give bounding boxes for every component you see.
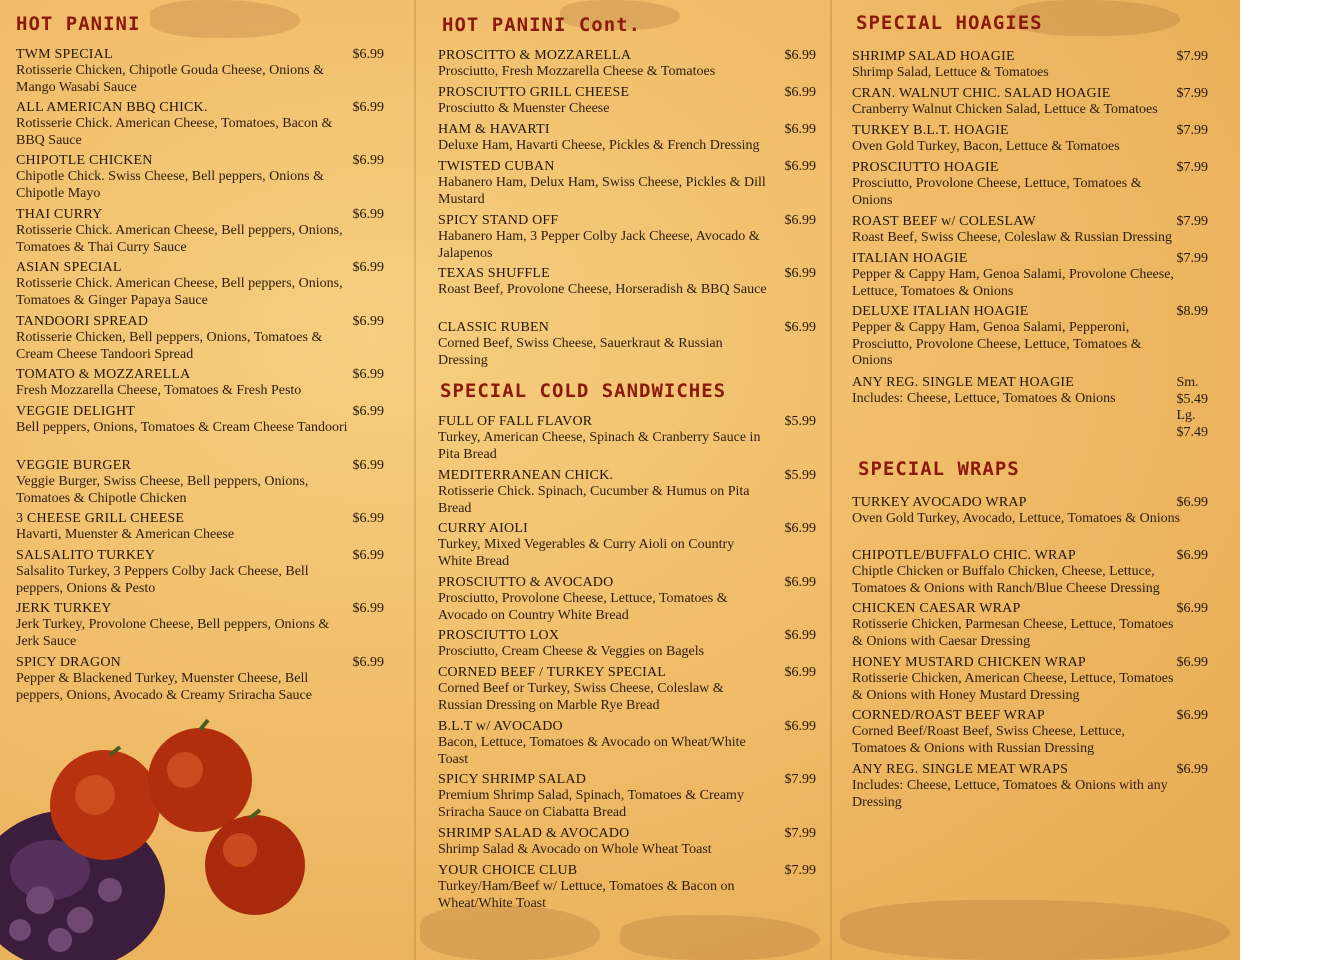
list-item — [438, 521, 816, 570]
item-desc: Veggie Burger, Swiss Cheese, Bell peppers, Onions, Tomatoes & Chipotle Chicken — [16, 474, 309, 506]
item-desc: Cranberry Walnut Chicken Salad, Lettuce & Tomatoes — [852, 102, 1158, 117]
item-price: $6.99 — [784, 85, 816, 100]
list-item — [852, 49, 1218, 82]
item-name: CRAN. WALNUT CHIC. SALAD HOAGIE — [852, 86, 1111, 101]
item-name: CURRY AIOLI — [438, 521, 528, 536]
list-item — [438, 159, 816, 208]
item-price: $6.99 — [352, 458, 384, 473]
item-price: $5.99 — [784, 414, 816, 429]
item-desc: Habanero Ham, 3 Pepper Colby Jack Cheese, Avocado & Jalapenos — [438, 229, 760, 261]
list-item — [16, 207, 384, 256]
item-name: TURKEY B.L.T. HOAGIE — [852, 123, 1009, 138]
item-desc: Corned Beef or Turkey, Swiss Cheese, Coleslaw & Russian Dressing on Marble Rye Bread — [438, 681, 724, 713]
list-item — [852, 214, 1218, 247]
item-name: ITALIAN HOAGIE — [852, 251, 968, 266]
item-price: $7.99 — [1176, 86, 1208, 101]
list-item — [16, 511, 384, 544]
item-name: HAM & HAVARTI — [438, 122, 550, 137]
item-price: $6.99 — [352, 548, 384, 563]
item-name: TANDOORI SPREAD — [16, 314, 149, 329]
item-price: $7.99 — [1176, 123, 1208, 138]
item-price: $6.99 — [352, 511, 384, 526]
item-desc: Shrimp Salad & Avocado on Whole Wheat Toast — [438, 842, 712, 857]
item-name: THAI CURRY — [16, 207, 103, 222]
item-price: $6.99 — [784, 266, 816, 281]
item-price: $5.49 — [1176, 391, 1208, 407]
item-price: $6.99 — [352, 655, 384, 670]
item-desc: Turkey, Mixed Vegerables & Curry Aioli on Country White Bread — [438, 537, 735, 569]
item-desc: Rotisserie Chicken, Parmesan Cheese, Lettuce, Tomatoes & Onions with Caesar Dressing — [852, 617, 1174, 649]
panel-hoagies-wraps — [830, 0, 1240, 960]
list-item — [438, 414, 816, 463]
item-name: TOMATO & MOZZARELLA — [16, 367, 191, 382]
item-price: $6.99 — [784, 213, 816, 228]
item-name: CHIPOTLE/BUFFALO CHIC. WRAP — [852, 548, 1076, 563]
item-name: CHIPOTLE CHICKEN — [16, 153, 153, 168]
item-price: $6.99 — [1176, 708, 1208, 723]
item-price: $6.99 — [1176, 548, 1208, 563]
item-price: $7.49 — [1176, 424, 1208, 440]
item-name: CORNED/ROAST BEEF WRAP — [852, 708, 1045, 723]
list-item — [852, 304, 1218, 370]
item-desc: Prosciutto, Fresh Mozzarella Cheese & Tomatoes — [438, 64, 716, 79]
item-price: $6.99 — [352, 153, 384, 168]
item-price: $7.99 — [1176, 160, 1208, 175]
item-price: $7.99 — [784, 863, 816, 878]
size-label: Lg. — [1176, 408, 1196, 423]
section-heading: HOT PANINI — [16, 13, 141, 35]
item-desc: Bell peppers, Onions, Tomatoes & Cream Cheese Tandoori — [16, 420, 348, 435]
item-desc: Rotisserie Chicken, Bell peppers, Onions, Tomatoes & Cream Cheese Tandoori Spread — [16, 330, 323, 362]
list-item — [16, 404, 384, 437]
list-item — [438, 468, 816, 517]
item-name: TURKEY AVOCADO WRAP — [852, 495, 1027, 510]
panel-panini-cont-cold — [414, 0, 832, 960]
item-desc: Shrimp Salad, Lettuce & Tomatoes — [852, 65, 1049, 80]
item-name: JERK TURKEY — [16, 601, 112, 616]
item-price: $6.99 — [784, 521, 816, 536]
list-item — [852, 708, 1218, 757]
item-name: YOUR CHOICE CLUB — [438, 863, 578, 878]
item-name: ROAST BEEF w/ COLESLAW — [852, 214, 1036, 229]
item-desc: Havarti, Muenster & American Cheese — [16, 527, 235, 542]
list-item — [438, 575, 816, 624]
list-item — [16, 314, 384, 363]
list-item — [852, 601, 1218, 650]
list-item — [16, 458, 384, 507]
list-item — [852, 762, 1218, 811]
item-price: $7.99 — [1176, 49, 1208, 64]
item-price: $6.99 — [784, 48, 816, 63]
item-price: $6.99 — [784, 159, 816, 174]
list-item — [16, 655, 384, 704]
item-name: CORNED BEEF / TURKEY SPECIAL — [438, 665, 667, 680]
item-name: ANY REG. SINGLE MEAT HOAGIE — [852, 375, 1074, 390]
panel-hot-panini — [0, 0, 414, 960]
item-price: $7.99 — [784, 772, 816, 787]
item-name: ANY REG. SINGLE MEAT WRAPS — [852, 762, 1069, 777]
item-price: $6.99 — [1176, 495, 1208, 510]
item-desc: Includes: Cheese, Lettuce, Tomatoes & Onions with any Dressing — [852, 778, 1168, 810]
list-item — [438, 628, 816, 661]
item-price: $6.99 — [352, 100, 384, 115]
item-price: $6.99 — [352, 314, 384, 329]
item-desc: Rotisserie Chick. Spinach, Cucumber & Humus on Pita Bread — [438, 484, 750, 516]
item-desc: Prosciutto, Cream Cheese & Veggies on Bagels — [438, 644, 705, 659]
list-item — [438, 320, 816, 369]
item-name: SPICY SHRIMP SALAD — [438, 772, 587, 787]
item-price: $6.99 — [784, 575, 816, 590]
item-desc: Pepper & Cappy Ham, Genoa Salami, Provolone Cheese, Lettuce, Tomatoes & Onions — [852, 267, 1174, 299]
list-item — [852, 86, 1218, 119]
list-item — [852, 548, 1218, 597]
item-price: $7.99 — [1176, 251, 1208, 266]
list-item — [852, 123, 1218, 156]
item-name: FULL OF FALL FLAVOR — [438, 414, 593, 429]
list-item — [852, 160, 1218, 209]
item-price: $7.99 — [784, 826, 816, 841]
item-name: SHRIMP SALAD HOAGIE — [852, 49, 1015, 64]
item-name: PROSCIUTTO & AVOCADO — [438, 575, 614, 590]
item-price: $5.99 — [784, 468, 816, 483]
item-name: DELUXE ITALIAN HOAGIE — [852, 304, 1029, 319]
list-item — [16, 548, 384, 597]
list-item — [438, 48, 816, 81]
item-desc: Roast Beef, Provolone Cheese, Horseradish & BBQ Sauce — [438, 282, 767, 297]
item-desc: Includes: Cheese, Lettuce, Tomatoes & Onions — [852, 391, 1116, 406]
produce-illustration — [0, 700, 330, 960]
list-item — [438, 122, 816, 155]
item-name: PROSCIUTTO LOX — [438, 628, 560, 643]
list-item — [852, 375, 1218, 440]
section-heading: HOT PANINI Cont. — [442, 14, 642, 36]
item-price: $6.99 — [352, 260, 384, 275]
item-desc: Prosciutto, Provolone Cheese, Lettuce, Tomatoes & Onions — [852, 176, 1142, 208]
size-label: Sm. — [1176, 375, 1199, 390]
item-desc: Rotisserie Chick. American Cheese, Bell peppers, Onions, Tomatoes & Ginger Papaya Sauce — [16, 276, 343, 308]
list-item — [852, 495, 1218, 528]
item-name: PROSCITTO & MOZZARELLA — [438, 48, 632, 63]
item-price: $6.99 — [352, 207, 384, 222]
section-heading: SPECIAL COLD SANDWICHES — [440, 380, 727, 402]
item-desc: Pepper & Cappy Ham, Genoa Salami, Pepperoni, Prosciutto, Provolone Cheese, Lettuce, Tomatoes & Onions — [852, 320, 1142, 368]
item-price: $6.99 — [352, 601, 384, 616]
item-desc: Chiptle Chicken or Buffalo Chicken, Cheese, Lettuce, Tomatoes & Onions with Ranch/Blue Cheese Dressing — [852, 564, 1160, 596]
item-name: VEGGIE BURGER — [16, 458, 131, 473]
list-item — [16, 153, 384, 202]
item-desc: Chipotle Chick. Swiss Cheese, Bell peppers, Onions & Chipotle Mayo — [16, 169, 324, 201]
item-name: TEXAS SHUFFLE — [438, 266, 550, 281]
item-desc: Fresh Mozzarella Cheese, Tomatoes & Fresh Pesto — [16, 383, 302, 398]
list-item — [438, 85, 816, 118]
list-item — [16, 601, 384, 650]
item-desc: Premium Shrimp Salad, Spinach, Tomatoes & Creamy Sriracha Sauce on Ciabatta Bread — [438, 788, 744, 820]
item-desc: Habanero Ham, Delux Ham, Swiss Cheese, Pickles & Dill Mustard — [438, 175, 766, 207]
size-prices — [1177, 375, 1209, 441]
list-item — [438, 213, 816, 262]
list-item — [852, 655, 1218, 704]
item-desc: Jerk Turkey, Provolone Cheese, Bell peppers, Onions & Jerk Sauce — [16, 617, 330, 649]
list-item — [438, 266, 816, 299]
item-name: TWM SPECIAL — [16, 47, 113, 62]
item-price: $6.99 — [784, 628, 816, 643]
item-desc: Deluxe Ham, Havarti Cheese, Pickles & French Dressing — [438, 138, 760, 153]
item-desc: Oven Gold Turkey, Bacon, Lettuce & Tomatoes — [852, 139, 1120, 154]
list-item — [16, 367, 384, 400]
item-price: $6.99 — [1176, 655, 1208, 670]
item-price: $7.99 — [1176, 214, 1208, 229]
list-item — [852, 251, 1218, 300]
item-name: TWISTED CUBAN — [438, 159, 555, 174]
item-desc: Salsalito Turkey, 3 Peppers Colby Jack Cheese, Bell peppers, Onions & Pesto — [16, 564, 309, 596]
item-desc: Prosciutto, Provolone Cheese, Lettuce, Tomatoes & Avocado on Country White Bread — [438, 591, 728, 623]
item-desc: Corned Beef/Roast Beef, Swiss Cheese, Lettuce, Tomatoes & Onions with Russian Dressing — [852, 724, 1125, 756]
item-desc: Rotisserie Chick. American Cheese, Tomatoes, Bacon & BBQ Sauce — [16, 116, 333, 148]
list-item — [16, 260, 384, 309]
item-price: $6.99 — [1176, 762, 1208, 777]
section-heading: SPECIAL WRAPS — [858, 458, 1020, 480]
item-name: PROSCIUTTO HOAGIE — [852, 160, 999, 175]
list-item — [16, 47, 384, 96]
item-name: MEDITERRANEAN CHICK. — [438, 468, 614, 483]
list-item — [438, 826, 816, 859]
item-desc: Corned Beef, Swiss Cheese, Sauerkraut & Russian Dressing — [438, 336, 723, 368]
item-price: $8.99 — [1176, 304, 1208, 319]
item-name: B.L.T w/ AVOCADO — [438, 719, 563, 734]
item-name: SALSALITO TURKEY — [16, 548, 156, 563]
item-desc: Roast Beef, Swiss Cheese, Coleslaw & Russian Dressing — [852, 230, 1173, 245]
section-heading: SPECIAL HOAGIES — [856, 12, 1043, 34]
item-name: ASIAN SPECIAL — [16, 260, 122, 275]
item-price: $6.99 — [784, 122, 816, 137]
item-name: ALL AMERICAN BBQ CHICK. — [16, 100, 208, 115]
item-price: $6.99 — [352, 367, 384, 382]
item-name: CLASSIC RUBEN — [438, 320, 550, 335]
list-item — [438, 719, 816, 768]
item-desc: Pepper & Blackened Turkey, Muenster Cheese, Bell peppers, Onions, Avocado & Creamy Sriracha Sauce — [16, 671, 312, 703]
item-name: PROSCIUTTO GRILL CHEESE — [438, 85, 630, 100]
item-name: CHICKEN CAESAR WRAP — [852, 601, 1021, 616]
list-item — [438, 863, 816, 912]
item-desc: Turkey, American Cheese, Spinach & Cranberry Sauce in Pita Bread — [438, 430, 761, 462]
item-price: $6.99 — [784, 665, 816, 680]
item-desc: Bacon, Lettuce, Tomatoes & Avocado on Wheat/White Toast — [438, 735, 746, 767]
item-name: 3 CHEESE GRILL CHEESE — [16, 511, 185, 526]
item-desc: Prosciutto & Muenster Cheese — [438, 101, 610, 116]
item-name: SPICY DRAGON — [16, 655, 121, 670]
item-desc: Turkey/Ham/Beef w/ Lettuce, Tomatoes & Bacon on Wheat/White Toast — [438, 879, 735, 911]
list-item — [16, 100, 384, 149]
item-price: $6.99 — [352, 47, 384, 62]
item-name: SPICY STAND OFF — [438, 213, 559, 228]
item-price: $6.99 — [1176, 601, 1208, 616]
item-desc: Rotisserie Chicken, American Cheese, Lettuce, Tomatoes & Onions with Honey Mustard Dressing — [852, 671, 1174, 703]
list-item — [438, 772, 816, 821]
item-desc: Rotisserie Chick. American Cheese, Bell peppers, Onions, Tomatoes & Thai Curry Sauce — [16, 223, 343, 255]
item-desc: Oven Gold Turkey, Avocado, Lettuce, Tomatoes & Onions — [852, 511, 1181, 526]
list-item — [438, 665, 816, 714]
item-price: $6.99 — [784, 719, 816, 734]
item-name: SHRIMP SALAD & AVOCADO — [438, 826, 630, 841]
item-desc: Rotisserie Chicken, Chipotle Gouda Cheese, Onions & Mango Wasabi Sauce — [16, 63, 324, 95]
item-price: $6.99 — [352, 404, 384, 419]
item-price: $6.99 — [784, 320, 816, 335]
item-name: VEGGIE DELIGHT — [16, 404, 136, 419]
item-name: HONEY MUSTARD CHICKEN WRAP — [852, 655, 1086, 670]
